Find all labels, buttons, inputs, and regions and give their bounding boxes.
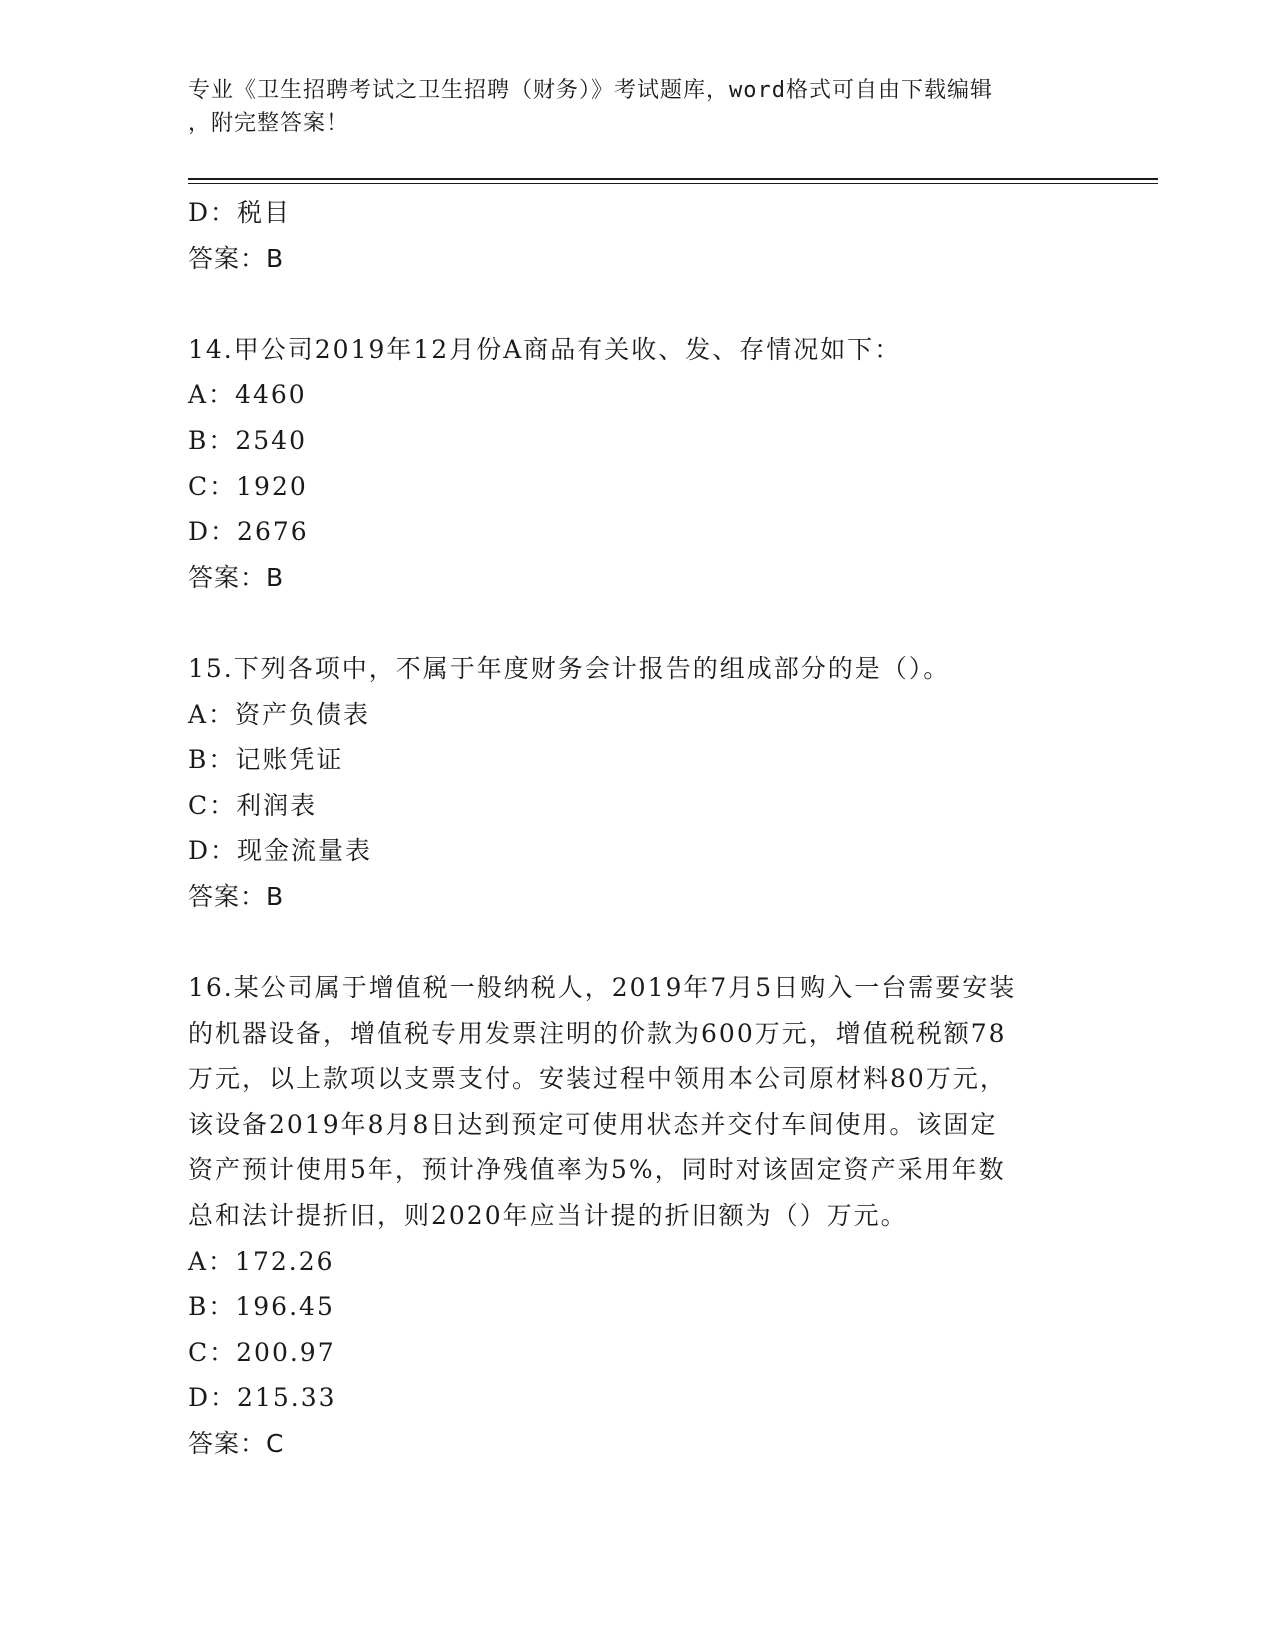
spacer	[188, 920, 1088, 966]
option-b: B：2540	[188, 425, 307, 455]
option-d: D：2676	[188, 517, 309, 547]
stem-line: 资产预计使用5年，预计净残值率为5%，同时对该固定资产采用年数	[188, 1155, 1006, 1185]
option-c: C：1920	[188, 471, 308, 501]
stem-line: 16.某公司属于增值税一般纳税人，2019年7月5日购入一台需要安装	[188, 973, 1017, 1003]
answer: 答案：C	[188, 1429, 285, 1459]
option-b: B：记账凭证	[188, 745, 344, 775]
answer: 答案：B	[188, 243, 285, 273]
question-16	[188, 965, 1088, 1467]
stem-line: 万元，以上款项以支票支付。安装过程中领用本公司原材料80万元，	[188, 1064, 1007, 1094]
option-a: A：4460	[188, 380, 307, 410]
option-a: A：172.26	[188, 1246, 335, 1276]
stem-line: 的机器设备，增值税专用发票注明的价款为600万元，增值税税额78	[188, 1018, 1007, 1048]
answer: 答案：B	[188, 881, 285, 911]
header-line-2: ，附完整答案！	[188, 111, 350, 136]
question-15	[188, 646, 1088, 920]
question-14	[188, 327, 1088, 601]
header-rule-thin	[188, 183, 1158, 184]
option-c: C：200.97	[188, 1337, 336, 1367]
option-d: D：现金流量表	[188, 836, 373, 866]
header-line-1: 专业《卫生招聘考试之卫生招聘（财务）》考试题库，word格式可自由下载编辑	[188, 78, 993, 103]
header-rule-thick	[188, 178, 1158, 180]
previous-question-tail	[188, 190, 1088, 281]
stem-line: 该设备2019年8月8日达到预定可使用状态并交付车间使用。该固定	[188, 1109, 998, 1139]
option-d: D：税目	[188, 198, 292, 227]
option-d: D：215.33	[188, 1383, 337, 1413]
document-body	[188, 190, 1088, 1467]
option-a: A：资产负债表	[188, 699, 371, 729]
spacer	[188, 281, 1088, 327]
answer: 答案：B	[188, 562, 285, 592]
option-c: C：利润表	[188, 790, 318, 820]
option-b: B：196.45	[188, 1292, 335, 1322]
page-header	[188, 74, 1088, 140]
stem-line: 总和法计提折旧，则2020年应当计提的折旧额为（）万元。	[188, 1201, 908, 1231]
question-stem: 14.甲公司2019年12月份A商品有关收、发、存情况如下：	[188, 334, 902, 364]
question-stem	[188, 965, 1088, 1239]
spacer	[188, 600, 1088, 646]
question-stem: 15.下列各项中，不属于年度财务会计报告的组成部分的是（）。	[188, 653, 951, 683]
